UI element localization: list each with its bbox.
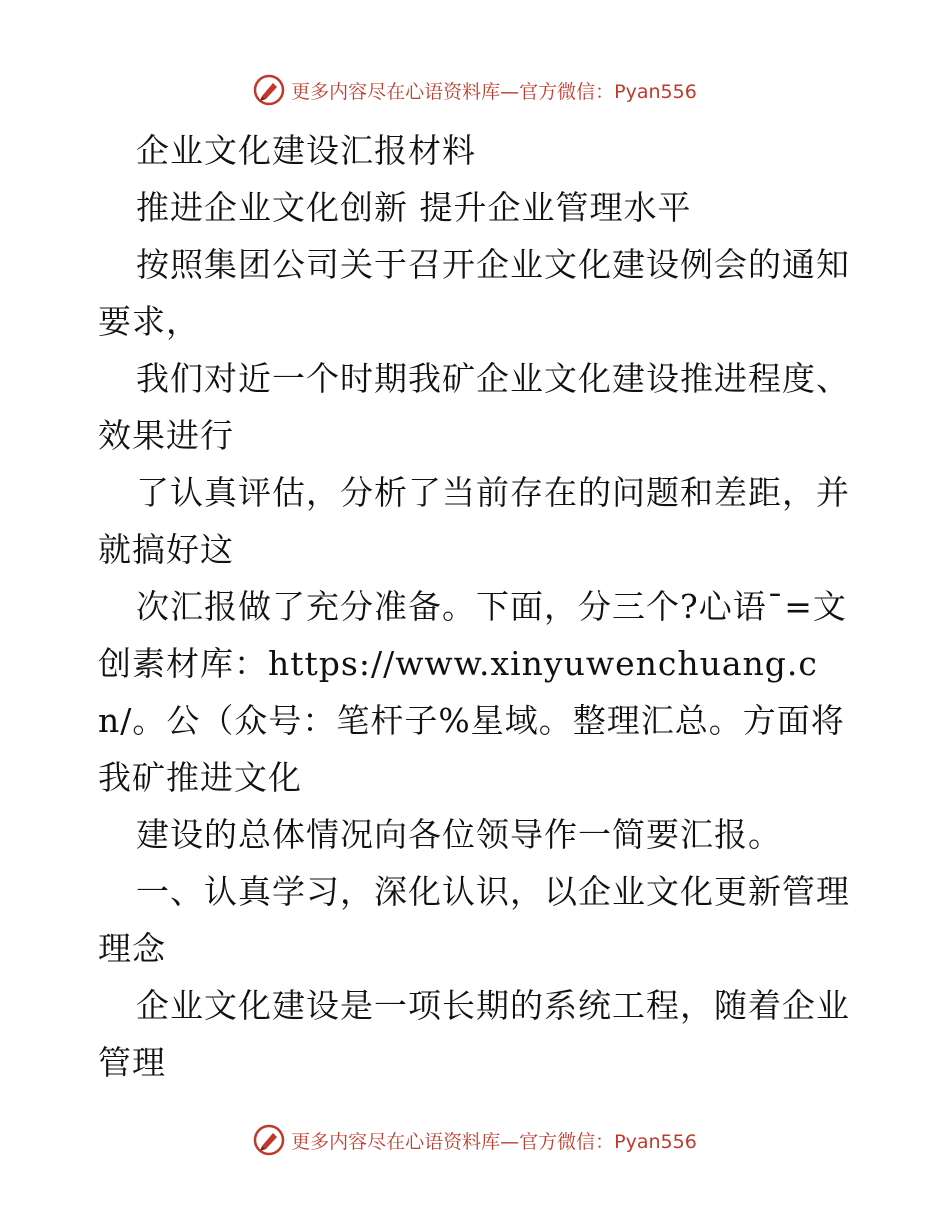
section-heading: 一、认真学习，深化认识，以企业文化更新管理理念 bbox=[98, 872, 850, 968]
document-title: 企业文化建设汇报材料 bbox=[136, 131, 476, 170]
paragraph: 企业文化建设是一项长期的系统工程，随着企业管理 bbox=[98, 986, 850, 1082]
header-banner bbox=[0, 70, 950, 110]
footer-banner-text: 更多内容尽在心语资料库— bbox=[291, 1130, 520, 1153]
pen-logo-icon bbox=[253, 1124, 285, 1156]
pen-logo-icon bbox=[253, 74, 285, 106]
paragraph: 了认真评估，分析了当前存在的问题和差距，并就搞好这 bbox=[98, 473, 850, 569]
header-banner-wechat: 官方微信：Pyan556 bbox=[519, 80, 697, 103]
document-subtitle: 推进企业文化创新 提升企业管理水平 bbox=[136, 188, 692, 227]
paragraph: 按照集团公司关于召开企业文化建设例会的通知要求， bbox=[98, 245, 850, 341]
document-body bbox=[98, 122, 858, 1091]
footer-banner bbox=[0, 1120, 950, 1160]
footer-banner-wechat: 官方微信：Pyan556 bbox=[519, 1130, 697, 1153]
paragraph: 我们对近一个时期我矿企业文化建设推进程度、效果进行 bbox=[98, 359, 850, 455]
paragraph: 次汇报做了充分准备。下面，分三个?心语¯=文创素材库：https://www.xinyuwenchuang.cn/。公（众号：笔杆子%星域。整理汇总。方面将我矿推进文化 bbox=[98, 587, 847, 797]
header-banner-text: 更多内容尽在心语资料库— bbox=[291, 80, 520, 103]
paragraph: 建设的总体情况向各位领导作一简要汇报。 bbox=[136, 815, 782, 854]
